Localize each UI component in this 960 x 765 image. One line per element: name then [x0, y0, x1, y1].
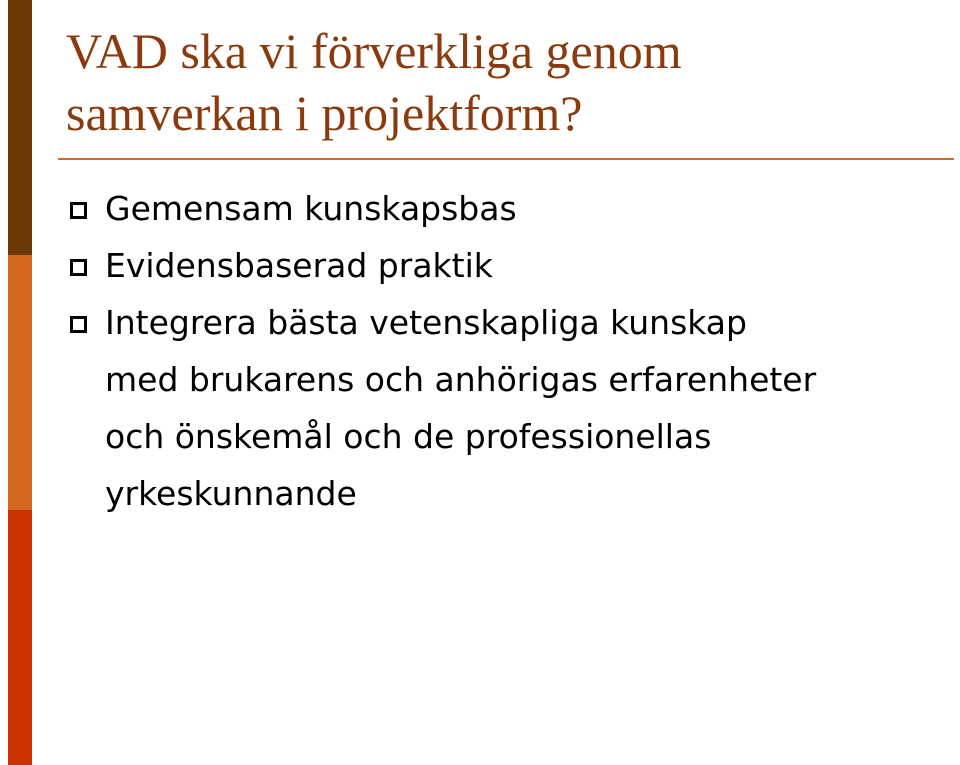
side-accent-bar	[8, 0, 32, 765]
bullet-text: Gemensam kunskapsbas	[105, 189, 517, 228]
bullet-item	[64, 237, 954, 294]
bullet-text-line-1: Integrera bästa vetenskapliga kunskap	[105, 303, 747, 342]
side-bar-segment-middle	[8, 255, 32, 510]
bullet-item	[64, 294, 954, 522]
hollow-square-bullet-icon	[70, 259, 87, 276]
slide-title	[66, 20, 946, 144]
bullet-list	[64, 180, 954, 522]
slide-title-line-2: samverkan i projektform?	[66, 85, 583, 141]
bullet-text-line-4: yrkeskunnande	[105, 474, 357, 513]
title-divider	[58, 158, 954, 160]
bullet-text-line-2: med brukarens och anhörigas erfarenheter	[105, 360, 817, 399]
hollow-square-bullet-icon	[70, 316, 87, 333]
bullet-text-line-3: och önskemål och de professionellas	[105, 417, 712, 456]
bullet-text: Evidensbaserad praktik	[105, 246, 493, 285]
bullet-item	[64, 180, 954, 237]
slide-title-line-1: VAD ska vi förverkliga genom	[66, 23, 682, 79]
side-bar-segment-top	[8, 0, 32, 255]
hollow-square-bullet-icon	[70, 202, 87, 219]
side-bar-segment-bottom	[8, 510, 32, 765]
